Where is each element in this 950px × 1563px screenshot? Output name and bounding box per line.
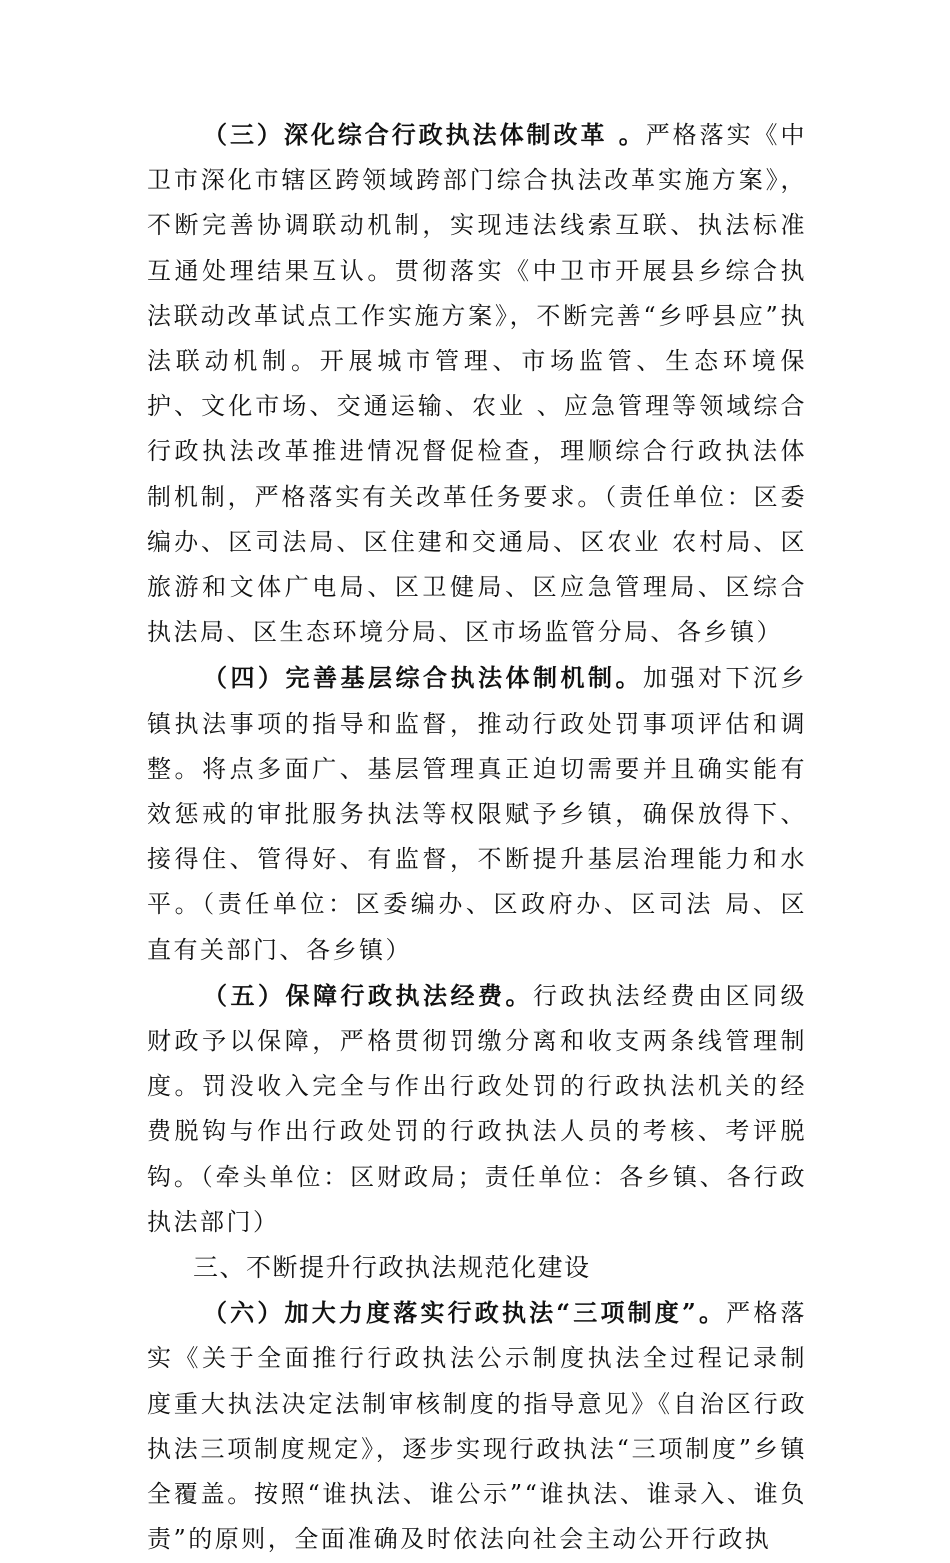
paragraph-four-body: 加强对下沉乡镇执法事项的指导和监督，推动行政处罚事项评估和调整。将点多面广、基层管理真正迫切需要并且确实能有效惩戒的审批服务执法等权限赋予乡镇，确保放得下、接得住、管得好、有监督，不断提升基层治理能力和水平。（责任单位：区委编办、区政府办、区司法 局、区直有关部门、各乡镇） [147, 664, 807, 964]
paragraph-five-lead: （五）保障行政执法经费。 [203, 980, 533, 1010]
paragraph-four-lead: （四）完善基层综合执法体制机制。 [203, 663, 643, 693]
paragraph-six [147, 1290, 807, 1562]
paragraph-six-body: 严格落实《关于全面推行行政执法公示制度执法全过程记录制度重大执法决定法制审核制度的指导意见》《自治区行政执法三项制度规定》，逐步实现行政执法“三项制度”乡镇全覆盖。按照“谁执法、谁公示”“谁执法、谁录入、谁负责”的原则，全面准确及时依法向社会主动公开行政执 [147, 1299, 808, 1554]
document-body [147, 112, 807, 1563]
paragraph-five [147, 973, 807, 1245]
paragraph-three-lead: （三）深化综合行政执法体制改革 。 [203, 120, 646, 149]
section-heading: 三、不断提升行政执法规范化建设 [193, 1253, 591, 1283]
paragraph-three [147, 112, 807, 655]
paragraph-five-body: 行政执法经费由区同级财政予以保障，严格贯彻罚缴分离和收支两条线管理制度。罚没收入完全与作出行政处罚的行政执法机关的经费脱钩与作出行政处罚的行政执法人员的考核、考评脱钩。（牵头单位：区财政局；责任单位：各乡镇、各行政执法部门） [147, 981, 807, 1236]
paragraph-four [147, 655, 807, 972]
paragraph-three-body: 严格落实《中卫市深化市辖区跨领域跨部门综合执法改革实施方案》，不断完善协调联动机制，实现违法线索互联、执法标准互通处理结果互认。贯彻落实《中卫市开展县乡综合执法联动改革试点工作实施方案》，不断完善“乡呼县应”执法联动机制。开展城市管理、市场监管、生态环境保护、文化市场、交通运输、农业 、应急管理等领域综合行政执法改革推进情况督促检查，理顺综合行政执法体制机制，严格落实有关改革任务要求。（责任单位：区委编办、区司法局、区住建和交通局、区农业 农村局、区旅游和文体广电局、区卫健局、区应急管理局、区综合执法局、区生态环境分局、区市场监管分局、各乡镇） [147, 121, 808, 647]
paragraph-six-lead: （六）加大力度落实行政执法“三项制度”。 [203, 1298, 727, 1328]
